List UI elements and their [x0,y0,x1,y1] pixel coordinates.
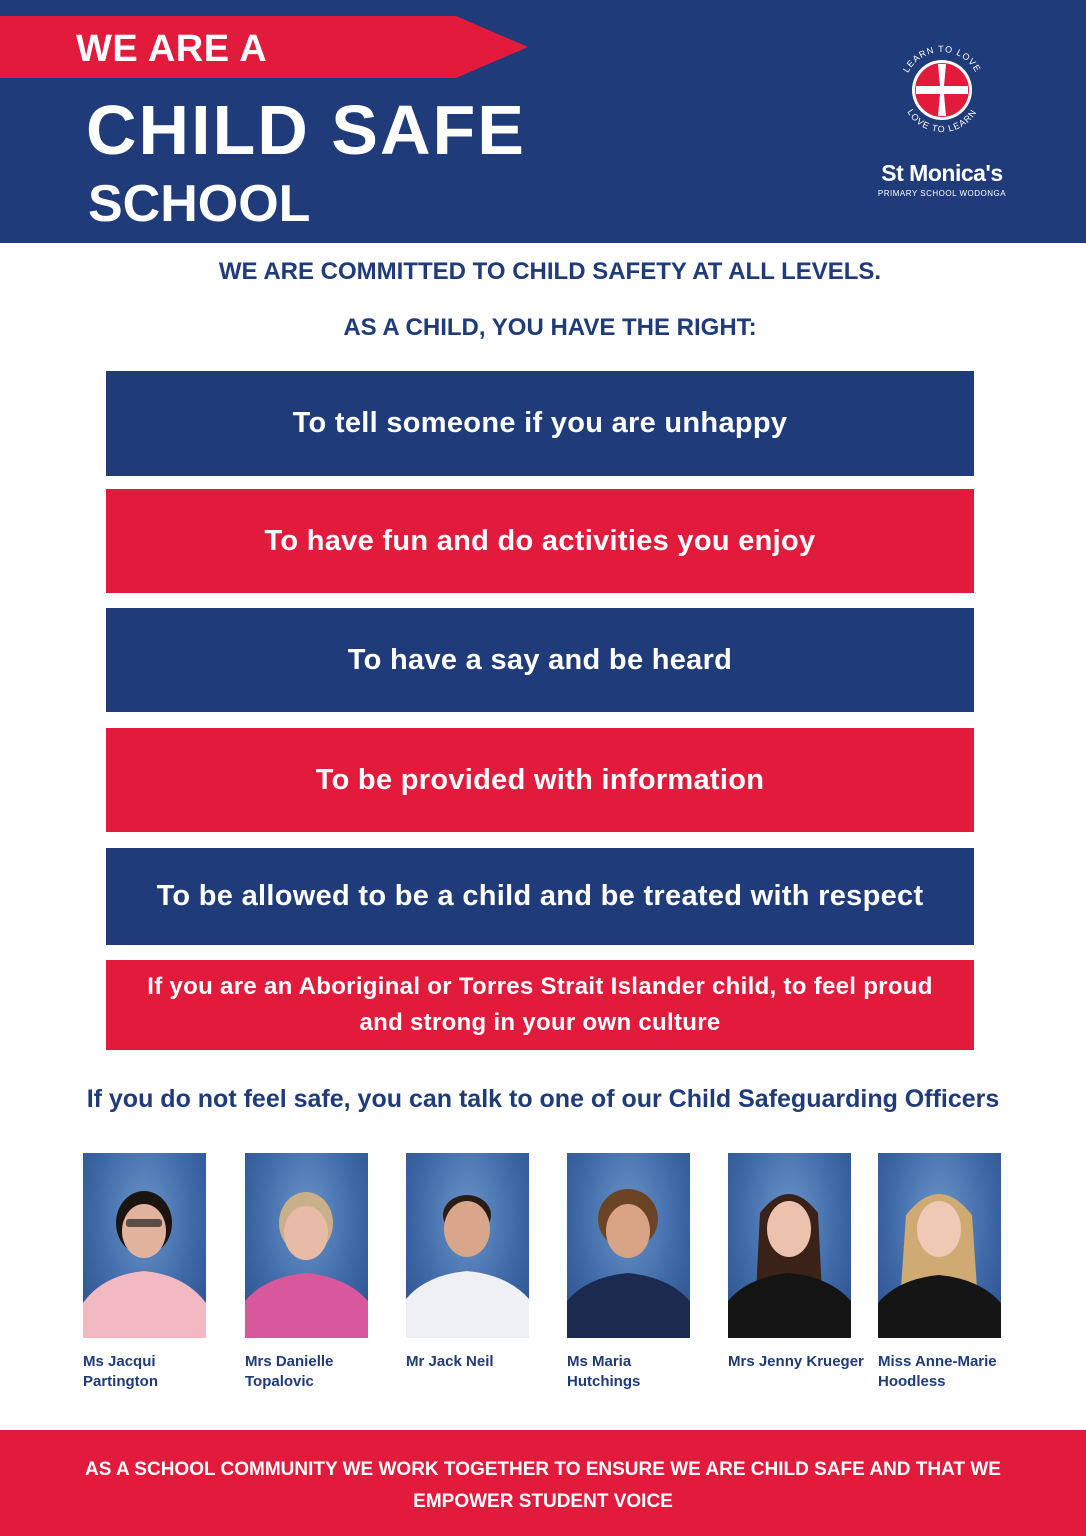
officer-photo [878,1153,1001,1338]
officer-photo [728,1153,851,1338]
officer-card [406,1153,536,1372]
person-silhouette-icon [83,1153,206,1338]
right-item-2: To have fun and do activities you enjoy [106,489,974,593]
officer-name: Ms Maria Hutchings [567,1353,641,1390]
officer-card [83,1153,213,1392]
right-item-4: To be provided with information [106,728,974,832]
officer-card [245,1153,375,1392]
logo-arc-bottom: LOVE TO LEARN [905,107,979,135]
officer-name: Mrs Jenny Krueger [728,1353,864,1370]
right-item-6: If you are an Aboriginal or Torres Strait Islander child, to feel proud and strong in your own culture [106,960,974,1050]
officer-card [567,1153,697,1392]
person-silhouette-icon [567,1153,690,1338]
person-silhouette-icon [245,1153,368,1338]
person-silhouette-icon [406,1153,529,1338]
right-item-1: To tell someone if you are unhappy [106,371,974,476]
officer-card [878,1153,1008,1392]
officer-card [728,1153,864,1372]
officer-name: Mrs Danielle Topalovic [245,1353,334,1390]
officer-photo [567,1153,690,1338]
officer-photo [83,1153,206,1338]
footer-statement: AS A SCHOOL COMMUNITY WE WORK TOGETHER TO ENSURE WE ARE CHILD SAFE AND THAT WE EMPOWER STUDENT VOICE [85,1459,1001,1512]
header-banner [0,0,1086,243]
logo-arc-top: LEARN TO LOVE [900,43,984,75]
footer-banner [0,1430,1086,1536]
officer-photo [406,1153,529,1338]
rights-heading: AS A CHILD, YOU HAVE THE RIGHT: [343,314,757,341]
page-title: CHILD SAFE [86,91,526,169]
officer-photo [245,1153,368,1338]
commitment-statement: WE ARE COMMITTED TO CHILD SAFETY AT ALL LEVELS. [218,258,882,285]
logo-school-name: St Monica's [881,160,1003,186]
page-subtitle: SCHOOL [88,175,311,233]
person-silhouette-icon [878,1153,1001,1338]
right-item-3: To have a say and be heard [106,608,974,712]
officer-name: Ms Jacqui Partington [83,1353,158,1390]
right-item-5: To be allowed to be a child and be treated with respect [106,848,974,945]
ribbon-text: WE ARE A [76,28,268,70]
cross-emblem-icon [892,40,992,140]
logo-school-subname: PRIMARY SCHOOL WODONGA [877,189,1007,198]
officer-name: Mr Jack Neil [406,1353,494,1370]
school-logo [862,40,1022,210]
person-silhouette-icon [728,1153,851,1338]
safeguarding-heading: If you do not feel safe, you can talk to one of our Child Safeguarding Officers [86,1085,1000,1113]
officer-name: Miss Anne-Marie Hoodless [878,1353,997,1390]
